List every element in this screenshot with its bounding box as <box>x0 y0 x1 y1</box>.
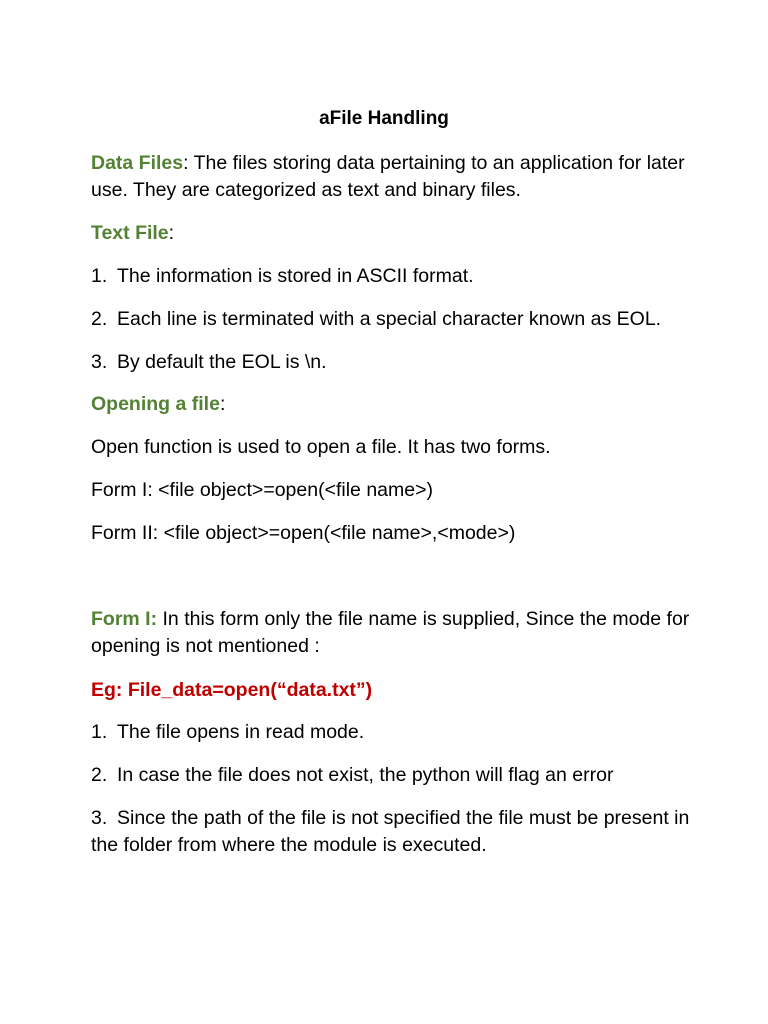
form1-syntax: Form I: <file object>=open(<file name>) <box>91 479 433 501</box>
list-item-text: Since the path of the file is not specified the file must be present in the folder from where the module is executed. <box>91 807 690 856</box>
opening-file-colon: : <box>219 393 226 415</box>
list-item-number: 1. <box>91 265 108 287</box>
page-title: aFile Handling <box>319 108 449 129</box>
list-item-number: 2. <box>91 764 108 786</box>
list-item-text: In case the file does not exist, the python will flag an error <box>117 764 614 786</box>
data-files-heading: Data Files <box>91 152 184 174</box>
form1-text: In this form only the file name is supplied, Since the mode for opening is not mentioned : <box>91 608 690 657</box>
list-item-text: The file opens in read mode. <box>117 721 365 743</box>
list-item <box>91 349 691 376</box>
form1-paragraph <box>91 606 691 660</box>
opening-file-heading-line <box>91 391 691 418</box>
open-function-paragraph: Open function is used to open a file. It has two forms. <box>91 436 551 458</box>
list-item <box>91 719 691 746</box>
opening-file-heading: Opening a file <box>91 393 220 415</box>
form2-syntax: Form II: <file object>=open(<file name>,<mode>) <box>91 522 516 544</box>
data-files-paragraph <box>91 150 691 204</box>
text-file-colon: : <box>168 222 175 244</box>
list-item-number: 3. <box>91 807 108 829</box>
list-item <box>91 762 691 789</box>
list-item-text: Each line is terminated with a special character known as EOL. <box>117 308 662 330</box>
example-code: Eg: File_data=open(“data.txt”) <box>91 679 373 701</box>
list-item-number: 3. <box>91 351 108 373</box>
list-item <box>91 263 691 290</box>
list-item <box>91 306 691 333</box>
data-files-text: : The files storing data pertaining to an application for later use. They are categorized as text and binary files. <box>91 152 685 201</box>
list-item-text: By default the EOL is \n. <box>117 351 327 373</box>
list-item-number: 1. <box>91 721 108 743</box>
list-item <box>91 805 691 859</box>
text-file-heading: Text File <box>91 222 169 244</box>
list-item-text: The information is stored in ASCII format. <box>117 265 474 287</box>
list-item-number: 2. <box>91 308 108 330</box>
text-file-heading-line <box>91 220 691 247</box>
form1-heading: Form I: <box>91 608 158 630</box>
